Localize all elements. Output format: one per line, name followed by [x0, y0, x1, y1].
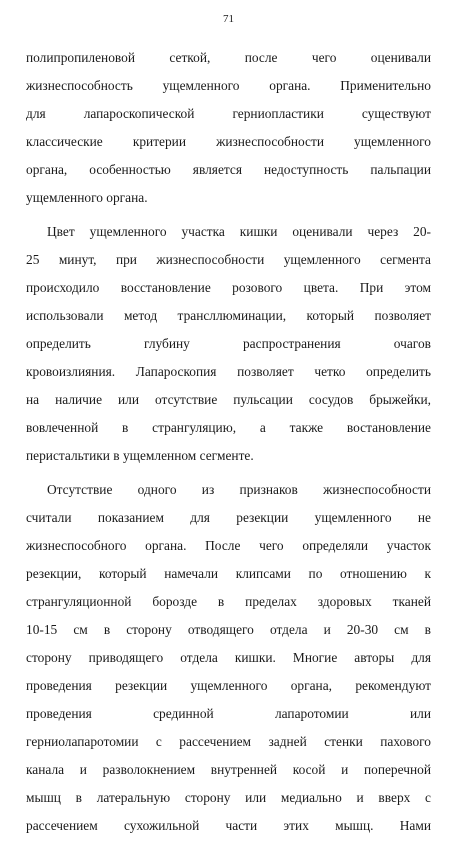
text-line: мышц в латеральную сторону или медиально и вверх с [26, 790, 431, 805]
paragraph [26, 474, 431, 844]
text-line: на наличие или отсутствие пульсации сосудов брыжейки, [26, 392, 431, 407]
text-line: органа, особенностью является недоступность пальпации [26, 162, 431, 177]
text-line: Цвет ущемленного участка кишки оценивали через 20- [47, 224, 431, 239]
body-text [26, 48, 431, 844]
text-line: вовлеченной в странгуляцию, а также востановление [26, 420, 431, 435]
text-line: сторону приводящего отдела кишки. Многие авторы для [26, 650, 431, 665]
text-line: жизнеспособного органа. После чего определяли участок [26, 538, 431, 553]
text-line: использовали метод трансллюминации, который позволяет [26, 308, 431, 323]
paragraph [26, 216, 431, 474]
text-line: для лапароскопической герниопластики существуют [26, 106, 431, 121]
text-line: проведения срединной лапаротомии или [26, 706, 431, 721]
text-line: считали показанием для резекции ущемленного не [26, 510, 431, 525]
text-line: рассечением сухожильной части этих мышц. Нами [26, 818, 431, 833]
text-line: странгуляционной борозде в пределах здоровых тканей [26, 594, 431, 609]
text-line: проведения резекции ущемленного органа, рекомендуют [26, 678, 431, 693]
text-line: кровоизлияния. Лапароскопия позволяет четко определить [26, 364, 431, 379]
text-line: герниолапаротомии с рассечением задней стенки пахового [26, 734, 431, 749]
text-line: 25 минут, при жизнеспособности ущемленного сегмента [26, 252, 431, 267]
text-line: происходило восстановление розового цвета. При этом [26, 280, 431, 295]
text-line: определить глубину распространения очагов [26, 336, 431, 351]
text-line: резекции, который намечали клипсами по отношению к [26, 566, 431, 581]
text-line: ущемленного органа. [26, 190, 148, 205]
paragraph [26, 48, 431, 216]
page-number: 71 [223, 13, 234, 25]
text-line: классические критерии жизнеспособности ущемленного [26, 134, 431, 149]
text-line: жизнеспособность ущемленного органа. Применительно [26, 78, 431, 93]
text-line: перистальтики в ущемленном сегменте. [26, 448, 254, 463]
text-line: канала и разволокнением внутренней косой и поперечной [26, 762, 431, 777]
text-line: полипропиленовой сеткой, после чего оценивали [26, 50, 431, 65]
text-line: 10-15 см в сторону отводящего отдела и 20-30 см в [26, 622, 431, 637]
text-line: Отсутствие одного из признаков жизнеспособности [47, 482, 431, 497]
